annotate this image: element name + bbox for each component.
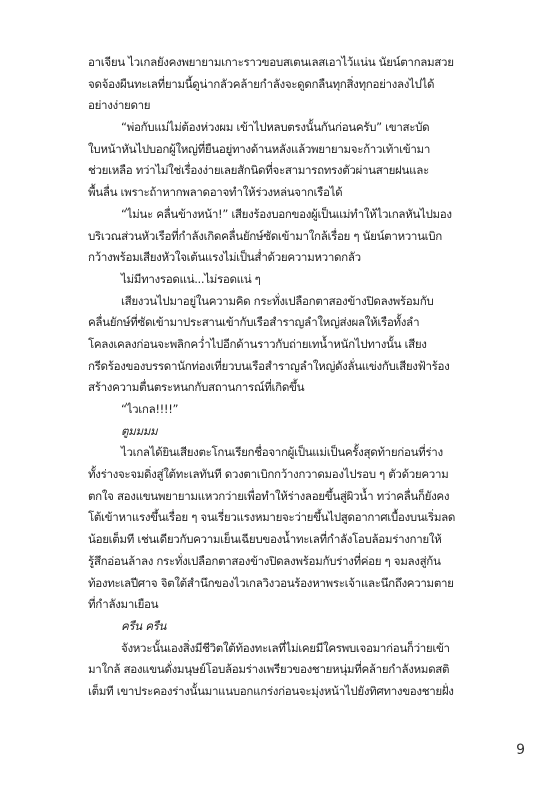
text-line: มาใกล้ สองแขนดั่งมนุษย์โอบล้อมร่างเพรียวของชายหนุ่มที่คล้ายกำลังหมดสติ — [88, 662, 450, 677]
text-line: ตกใจ สองแขนพยายามแหวกว่ายเพื่อทำให้ร่างลอยขึ้นสู่ผิวน้ำ ทว่าคลื่นก็ยังคง — [88, 488, 450, 503]
text-line: ท้องทะเลปีศาจ จิตใต้สำนึกของไวเกลวิงวอนร้องหาพระเจ้าและนึกถึงความตาย — [88, 575, 454, 590]
text-line: ช่วยเหลือ ทว่าไม่ใช่เรื่องง่ายเลยสักนิดที่จะสามารถทรงตัวผ่านสายฝนและ — [88, 163, 429, 178]
text-line: ทั้งร่างจะจมดิ่งสู่ใต้ทะเลทันที ดวงตาเบิกกว้างกวาดมองไปรอบ ๆ ตัวด้วยความ — [88, 467, 449, 482]
text-line: “ไม่นะ คลื่นข้างหน้า!” เสียงร้องบอกของผู้เป็นแม่ทำให้ไวเกลหันไปมอง — [121, 206, 452, 221]
text-line: พื้นลื่น เพราะถ้าหากพลาดอาจทำให้ร่วงหล่นจากเรือได้ — [88, 185, 343, 200]
text-line: กว้างพร้อมเสียงหัวใจเต้นแรงไม่เป็นส่ำด้วยความหวาดกลัว — [88, 250, 361, 265]
text-line: ใบหน้าหันไปบอกผู้ใหญ่ที่ยืนอยู่ทางด้านหลังแล้วพยายามจะก้าวเท้าเข้ามา — [88, 141, 430, 156]
text-line: โต้เข้าหาแรงขึ้นเรื่อย ๆ จนเรี่ยวแรงหมายจะว่ายขึ้นไปสูดอากาศเบื้องบนเริ่มลด — [88, 510, 456, 525]
text-line: ไวเกลได้ยินเสียงตะโกนเรียกชื่อจากผู้เป็นแม่เป็นครั้งสุดท้ายก่อนที่ร่าง — [121, 445, 443, 460]
text-line: “ไวเกล!!!!” — [121, 402, 179, 416]
text-line: จังหวะนั้นเองสิ่งมีชีวิตใต้ท้องทะเลที่ไม่เคยมีใครพบเจอมาก่อนก็ว่ายเข้า — [121, 640, 450, 655]
text-line: อาเจียน ไวเกลยังคงพยายามเกาะราวขอบสเตนเลสเอาไว้แน่น นัยน์ตากลมสวย — [88, 55, 454, 69]
text-line: คลื่นยักษ์ที่ซัดเข้ามาประสานเข้ากับเรือสำราญลำใหญ่ส่งผลให้เรือทั้งลำ — [88, 315, 420, 330]
text-line: กรีดร้องของบรรดานักท่องเที่ยวบนเรือสำราญลำใหญ่ดังลั่นแข่งกับเสียงฟ้าร้อง — [88, 358, 450, 373]
text-line: รู้สึกอ่อนล้าลง กระทั่งเปลือกตาสองข้างปิดลงพร้อมกับร่างที่ค่อย ๆ จมลงสู่ก้น — [88, 553, 441, 568]
body-text — [88, 52, 504, 703]
text-line: เต็มที เขาประคองร่างนั้นมาแนบอกแกร่งก่อนจะมุ่งหน้าไปยังทิศทางของชายฝั่ง — [88, 683, 454, 698]
text-line: สร้างความตื่นตระหนกกับสถานการณ์ที่เกิดขึ้น — [88, 380, 305, 395]
text-line: ไม่มีทางรอดแน่...ไม่รอดแน่ ๆ — [121, 271, 261, 286]
text-line: จดจ้องผืนทะเลที่ยามนี้ดูน่ากลัวคล้ายกำลังจะดูดกลืนทุกสิ่งทุกอย่างลงไปได้ — [88, 76, 435, 91]
page-number: 9 — [516, 742, 525, 758]
text-line: บริเวณส่วนหัวเรือที่กำลังเกิดคลื่นยักษ์ซัดเข้ามาใกล้เรื่อย ๆ นัยน์ตาหวานเบิก — [88, 228, 442, 243]
text-line: ตูมมมม — [121, 423, 158, 438]
text-line: อย่างง่ายดาย — [88, 98, 151, 113]
text-line: “พ่อกับแม่ไม่ต้องห่วงผม เข้าไปหลบตรงนั้นกันก่อนครับ” เขาสะบัด — [121, 120, 430, 135]
text-line: น้อยเต็มที เช่นเดียวกับความเย็นเฉียบของน้ำทะเลที่กำลังโอบล้อมร่างกายให้ — [88, 532, 442, 547]
text-line: เสียงวนไปมาอยู่ในความคิด กระทั่งเปลือกตาสองข้างปิดลงพร้อมกับ — [121, 293, 434, 308]
text-line: ครืน ครืน — [121, 618, 167, 633]
text-line: ที่กำลังมาเยือน — [88, 597, 159, 612]
text-line: โคลงเคลงก่อนจะพลิกคว่ำไปอีกด้านราวกับถ่ายเทน้ำหนักไปทางนั้น เสียง — [88, 336, 427, 351]
